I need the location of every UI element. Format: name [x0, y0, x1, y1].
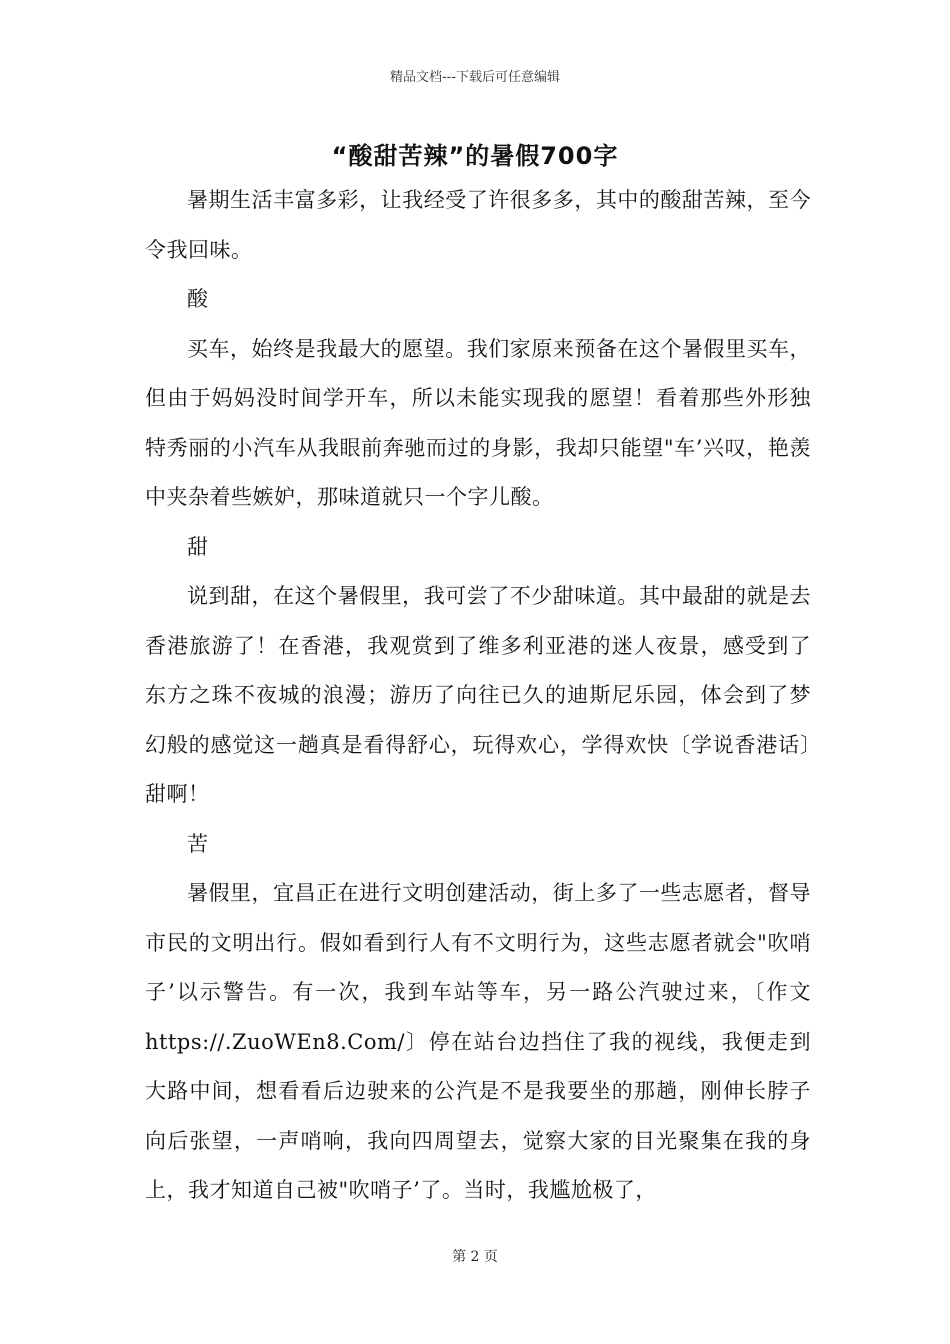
page-header: 精品文档---下载后可任意编辑	[389, 70, 561, 85]
section-heading-sour: 酸	[187, 287, 208, 311]
document-title: “酸甜苦辣”的暑假700字	[331, 142, 619, 170]
section-heading-sweet: 甜	[187, 534, 208, 559]
paragraph-sour: 买车，始终是我最大的愿望。我们家原来预备在这个暑假里买车，但由于妈妈没时间学开车，所以未能实现我的愿望！看着那些外形独特秀丽的小汽车从我眼前奔驰而过的身影，我却只能望"车’兴叹，艳羡中夹杂着些嫉妒，那味道就只一个字儿酸。	[145, 336, 811, 509]
paragraph-intro: 暑期生活丰富多彩，让我经受了许很多多，其中的酸甜苦辣，至今令我回味。	[145, 188, 811, 262]
paragraph-bitter: 暑假里，宜昌正在进行文明创建活动，街上多了一些志愿者，督导市民的文明出行。假如看到行人有不文明行为，这些志愿者就会"吹哨子’以示警告。有一次，我到车站等车，另一路公汽驶过来，〔作文https://.ZuoWEn8.Com/〕停在站台边挡住了我的视线，我便走到大路中间，想看看后边驶来的公汽是不是我要坐的那趟，刚伸长脖子向后张望，一声哨响，我向四周望去，觉察大家的目光聚集在我的身上，我才知道自己被"吹哨子’了。当时，我尴尬极了，	[145, 881, 811, 1202]
page-number: 第 2 页	[452, 1249, 498, 1265]
section-heading-bitter: 苦	[187, 831, 208, 856]
paragraph-sweet: 说到甜，在这个暑假里，我可尝了不少甜味道。其中最甜的就是去香港旅游了！在香港，我观赏到了维多利亚港的迷人夜景，感受到了东方之珠不夜城的浪漫；游历了向往已久的迪斯尼乐园，体会到了梦幻般的感觉这一趟真是看得舒心，玩得欢心，学得欢快〔学说香港话〕甜啊！	[145, 584, 811, 806]
document-body	[145, 176, 811, 1216]
